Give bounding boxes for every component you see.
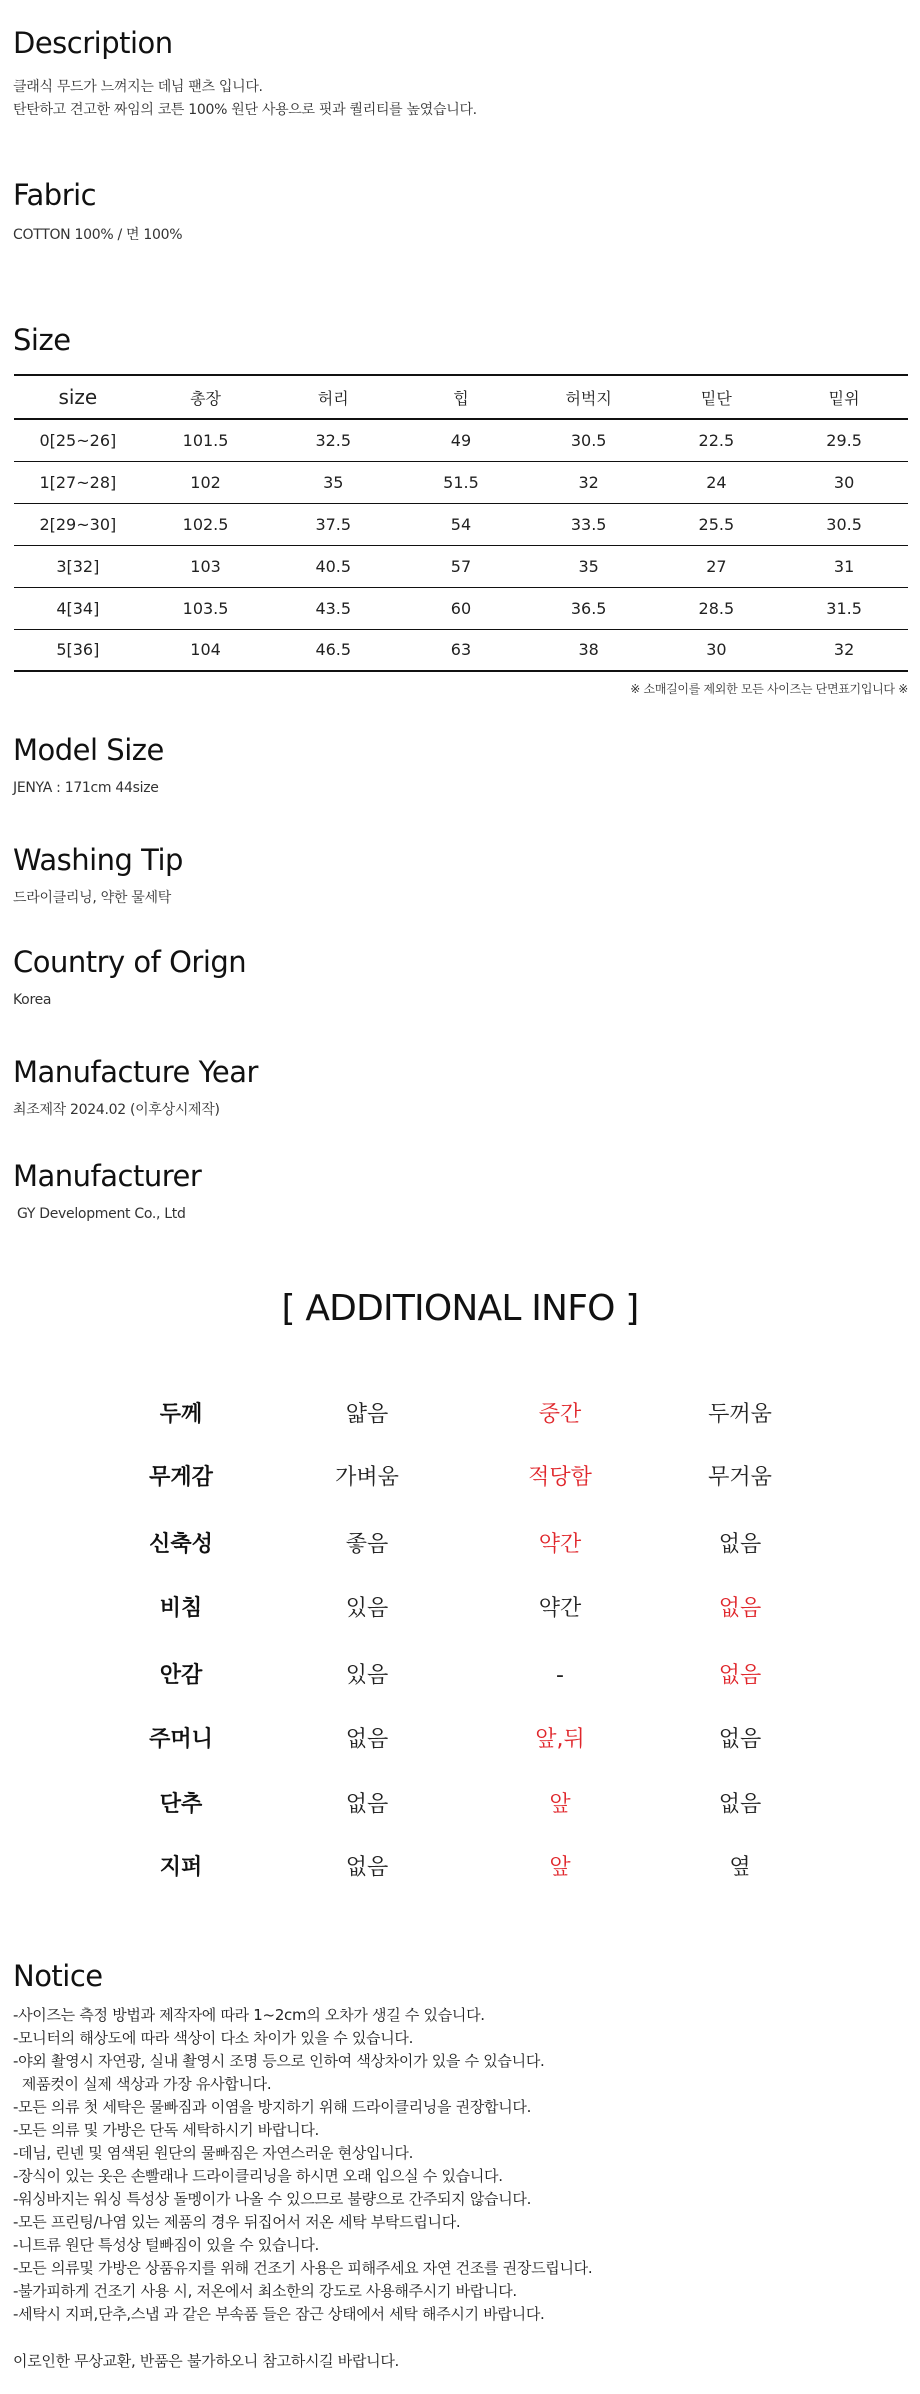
size-cell: 31.5 — [780, 587, 908, 629]
size-cell: 63 — [397, 629, 525, 671]
info-option: 앞,뒤 — [535, 1727, 585, 1752]
info-option: 중간 — [538, 1402, 582, 1427]
size-cell: 51.5 — [397, 461, 525, 503]
info-label: 신축성 — [149, 1532, 213, 1557]
manufacture-year-title: Manufacture Year — [13, 1055, 258, 1089]
size-row — [14, 461, 908, 503]
manufacturer-text: GY Development Co., Ltd — [17, 1206, 186, 1222]
notice-item: -모든 의류 첫 세탁은 물빠짐과 이염을 방지하기 위해 드라이클리닝을 권장합니다. — [13, 2098, 532, 2116]
size-cell: 30.5 — [525, 419, 653, 461]
size-col-header: 허벅지 — [525, 375, 653, 419]
info-label: 무게감 — [149, 1465, 213, 1490]
info-row-stretch — [0, 1525, 920, 1565]
info-option: 앞 — [549, 1855, 571, 1880]
notice-item: -사이즈는 측정 방법과 제작자에 따라 1~2cm의 오차가 생길 수 있습니다. — [13, 2006, 485, 2024]
info-option: 무거움 — [708, 1465, 772, 1490]
additional-info-title: [ ADDITIONAL INFO ] — [281, 1288, 639, 1329]
size-note: ※ 소매길이를 제외한 모든 사이즈는 단면표기입니다 ※ — [630, 682, 908, 696]
size-col-header: 힙 — [397, 375, 525, 419]
info-option: 없음 — [718, 1532, 762, 1557]
size-cell: 54 — [397, 503, 525, 545]
info-option: 앞 — [549, 1792, 571, 1817]
size-cell: 30.5 — [780, 503, 908, 545]
notice-item: -모든 프린팅/나염 있는 제품의 경우 뒤집어서 저온 세탁 부탁드립니다. — [13, 2213, 461, 2231]
notice-item: -모든 의류 및 가방은 단독 세탁하시기 바랍니다. — [13, 2121, 320, 2139]
info-row-pocket — [0, 1720, 920, 1760]
size-row — [14, 587, 908, 629]
size-cell: 33.5 — [525, 503, 653, 545]
size-cell: 103.5 — [142, 587, 270, 629]
size-title: Size — [13, 323, 71, 357]
notice-item: -니트류 원단 특성상 털빠짐이 있을 수 있습니다. — [13, 2236, 320, 2254]
size-row — [14, 419, 908, 461]
info-option: 약간 — [538, 1596, 582, 1621]
size-col-header: 밑단 — [653, 375, 781, 419]
size-cell: 40.5 — [269, 545, 397, 587]
info-option: 없음 — [718, 1596, 762, 1621]
size-cell: 37.5 — [269, 503, 397, 545]
info-option: 없음 — [718, 1663, 762, 1688]
fabric-title: Fabric — [13, 178, 97, 212]
info-option: 없음 — [718, 1727, 762, 1752]
size-col-header: 밑위 — [780, 375, 908, 419]
info-row-sheerness — [0, 1589, 920, 1629]
info-label: 두께 — [159, 1402, 203, 1427]
size-cell: 31 — [780, 545, 908, 587]
size-cell: 27 — [653, 545, 781, 587]
washing-tip-title: Washing Tip — [13, 843, 183, 877]
size-cell: 43.5 — [269, 587, 397, 629]
info-label: 단추 — [159, 1792, 203, 1817]
info-label: 주머니 — [149, 1727, 213, 1752]
description-line: 탄탄하고 견고한 짜임의 코튼 100% 원단 사용으로 핏과 퀄리티를 높였습니다. — [13, 102, 477, 118]
notice-item: -모든 의류및 가방은 상품유지를 위해 건조기 사용은 피해주세요 자연 건조를 권장드립니다. — [13, 2259, 593, 2277]
manufacture-year-text: 최조제작 2024.02 (이후상시제작) — [13, 1102, 220, 1118]
info-option: 없음 — [345, 1792, 389, 1817]
notice-item: 제품컷이 실제 색상과 가장 유사합니다. — [13, 2075, 272, 2093]
size-cell: 60 — [397, 587, 525, 629]
size-cell: 30 — [780, 461, 908, 503]
notice-item: -야외 촬영시 자연광, 실내 촬영시 조명 등으로 인하여 색상차이가 있을 수 있습니다. — [13, 2052, 545, 2070]
notice-list — [13, 2004, 592, 2326]
info-option: - — [556, 1663, 564, 1688]
size-col-header: 허리 — [269, 375, 397, 419]
info-row-thickness — [0, 1395, 920, 1435]
notice-footer: 이로인한 무상교환, 반품은 불가하오니 참고하시길 바랍니다. — [13, 2352, 400, 2370]
description-title: Description — [13, 26, 173, 60]
size-table-header-row — [14, 375, 908, 419]
notice-item: -워싱바지는 워싱 특성상 돌멩이가 나올 수 있으므로 불량으로 간주되지 않습니다. — [13, 2190, 532, 2208]
country-title: Country of Orign — [13, 945, 247, 979]
notice-title: Notice — [13, 1959, 103, 1993]
size-cell: 57 — [397, 545, 525, 587]
info-row-zipper — [0, 1848, 920, 1888]
size-cell: 46.5 — [269, 629, 397, 671]
size-cell: 25.5 — [653, 503, 781, 545]
info-option: 있음 — [345, 1596, 389, 1621]
info-option: 좋음 — [345, 1532, 389, 1557]
info-option: 적당함 — [528, 1465, 592, 1490]
info-option: 없음 — [345, 1855, 389, 1880]
size-row — [14, 545, 908, 587]
info-option: 없음 — [718, 1792, 762, 1817]
size-cell: 0[25~26] — [14, 419, 142, 461]
notice-item: -세탁시 지퍼,단추,스냅 과 같은 부속품 들은 잠근 상태에서 세탁 해주시기 바랍니다. — [13, 2305, 545, 2323]
model-size-title: Model Size — [13, 733, 164, 767]
info-row-button — [0, 1785, 920, 1825]
size-cell: 5[36] — [14, 629, 142, 671]
info-option: 있음 — [345, 1663, 389, 1688]
size-cell: 35 — [525, 545, 653, 587]
size-row — [14, 503, 908, 545]
size-cell: 4[34] — [14, 587, 142, 629]
manufacturer-title: Manufacturer — [13, 1159, 202, 1193]
size-cell: 2[29~30] — [14, 503, 142, 545]
size-col-header: size — [14, 375, 142, 419]
info-row-lining — [0, 1656, 920, 1696]
country-text: Korea — [13, 992, 52, 1008]
notice-item: -모니터의 해상도에 따라 색상이 다소 차이가 있을 수 있습니다. — [13, 2029, 414, 2047]
fabric-text: COTTON 100% / 면 100% — [13, 227, 183, 243]
size-row — [14, 629, 908, 671]
size-cell: 103 — [142, 545, 270, 587]
notice-item: -불가피하게 건조기 사용 시, 저온에서 최소한의 강도로 사용해주시기 바랍니다. — [13, 2282, 517, 2300]
info-label: 안감 — [159, 1663, 203, 1688]
size-cell: 101.5 — [142, 419, 270, 461]
info-option: 옆 — [729, 1855, 751, 1880]
description-line: 클래식 무드가 느껴지는 데님 팬츠 입니다. — [13, 79, 263, 95]
size-cell: 29.5 — [780, 419, 908, 461]
size-cell: 32 — [525, 461, 653, 503]
size-cell: 36.5 — [525, 587, 653, 629]
size-cell: 32 — [780, 629, 908, 671]
size-cell: 49 — [397, 419, 525, 461]
info-option: 약간 — [538, 1532, 582, 1557]
size-cell: 35 — [269, 461, 397, 503]
info-label: 지퍼 — [159, 1855, 203, 1880]
notice-item: -데님, 린넨 및 염색된 원단의 물빠짐은 자연스러운 현상입니다. — [13, 2144, 414, 2162]
notice-item: -장식이 있는 옷은 손빨래나 드라이클리닝을 하시면 오래 입으실 수 있습니다. — [13, 2167, 503, 2185]
size-cell: 24 — [653, 461, 781, 503]
info-label: 비침 — [159, 1596, 203, 1621]
size-cell: 1[27~28] — [14, 461, 142, 503]
info-option: 없음 — [345, 1727, 389, 1752]
size-cell: 28.5 — [653, 587, 781, 629]
size-cell: 38 — [525, 629, 653, 671]
size-cell: 102 — [142, 461, 270, 503]
size-cell: 102.5 — [142, 503, 270, 545]
size-cell: 22.5 — [653, 419, 781, 461]
model-size-text: JENYA : 171cm 44size — [13, 780, 159, 796]
size-table — [14, 374, 908, 672]
size-cell: 3[32] — [14, 545, 142, 587]
info-option: 가벼움 — [335, 1465, 399, 1490]
size-cell: 32.5 — [269, 419, 397, 461]
info-option: 두꺼움 — [708, 1402, 772, 1427]
info-option: 얇음 — [345, 1402, 389, 1427]
description-text — [13, 76, 477, 122]
info-row-weight — [0, 1458, 920, 1498]
washing-tip-text: 드라이클리닝, 약한 물세탁 — [13, 890, 171, 906]
size-col-header: 총장 — [142, 375, 270, 419]
size-cell: 104 — [142, 629, 270, 671]
size-cell: 30 — [653, 629, 781, 671]
